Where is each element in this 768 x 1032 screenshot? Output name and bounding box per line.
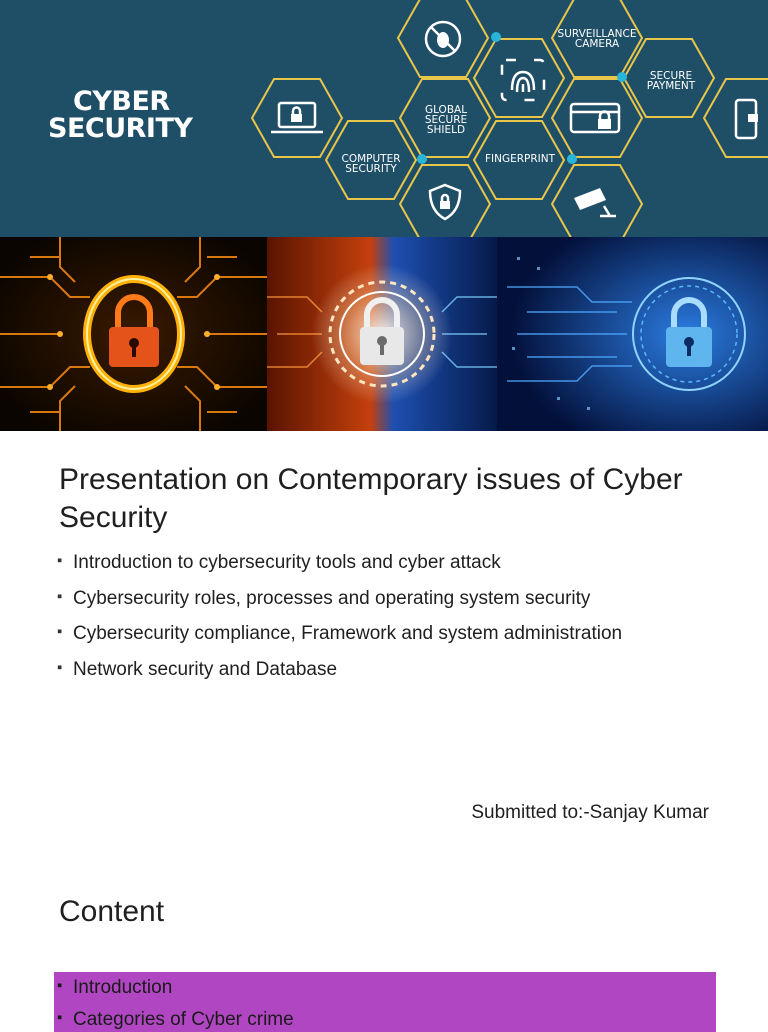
brand-title xyxy=(48,88,192,142)
topic-list xyxy=(57,550,622,692)
list-item: ▪ Introduction to cybersecurity tools and cyber attack xyxy=(57,552,501,573)
content-heading: Content xyxy=(59,895,165,928)
fingerprint-icon xyxy=(502,60,544,100)
content-highlight-box xyxy=(54,972,716,1032)
fire-ice-lock-icon xyxy=(267,237,497,431)
list-item: ▪ Introduction xyxy=(57,977,173,998)
label-fingerprint: FINGERPRINT xyxy=(484,153,556,165)
label-global-secure-shield: GLOBAL SECURE SHIELD xyxy=(424,104,468,136)
bug-icon xyxy=(426,22,460,56)
list-item: ▪ Cybersecurity roles, processes and operating system security xyxy=(57,587,591,609)
phone-lock-icon xyxy=(736,100,758,138)
lock-image-strip xyxy=(0,237,768,431)
presentation-title: Presentation on Contemporary issues of Cyber Security xyxy=(59,463,683,534)
cyber-security-banner xyxy=(0,0,768,237)
brand-line-2: SECURITY xyxy=(48,113,193,144)
hex-card xyxy=(552,79,642,157)
laptop-lock-icon xyxy=(271,103,323,132)
camera-icon xyxy=(574,188,616,216)
submitted-to: Submitted to:-Sanjay Kumar xyxy=(471,802,709,823)
list-item: ▪ Network security and Database xyxy=(57,658,338,680)
label-computer-security: COMPUTER SECURITY xyxy=(341,153,401,175)
hex-fingerprint xyxy=(474,39,564,117)
label-secure-payment: SECURE PAYMENT xyxy=(646,70,696,92)
card-lock-icon xyxy=(571,104,619,132)
brand-line-1: CYBER xyxy=(73,86,170,117)
label-surveillance-camera: SURVEILLANCE CAMERA xyxy=(557,28,637,50)
blue-digital-lock-icon xyxy=(497,237,768,431)
list-item: ▪ Categories of Cyber crime xyxy=(57,1009,294,1030)
orange-circuit-lock-icon xyxy=(0,237,267,431)
content-list xyxy=(57,975,294,1032)
shield-lock-icon xyxy=(430,185,460,219)
list-item: ▪ Cybersecurity compliance, Framework and system administration xyxy=(57,623,623,644)
